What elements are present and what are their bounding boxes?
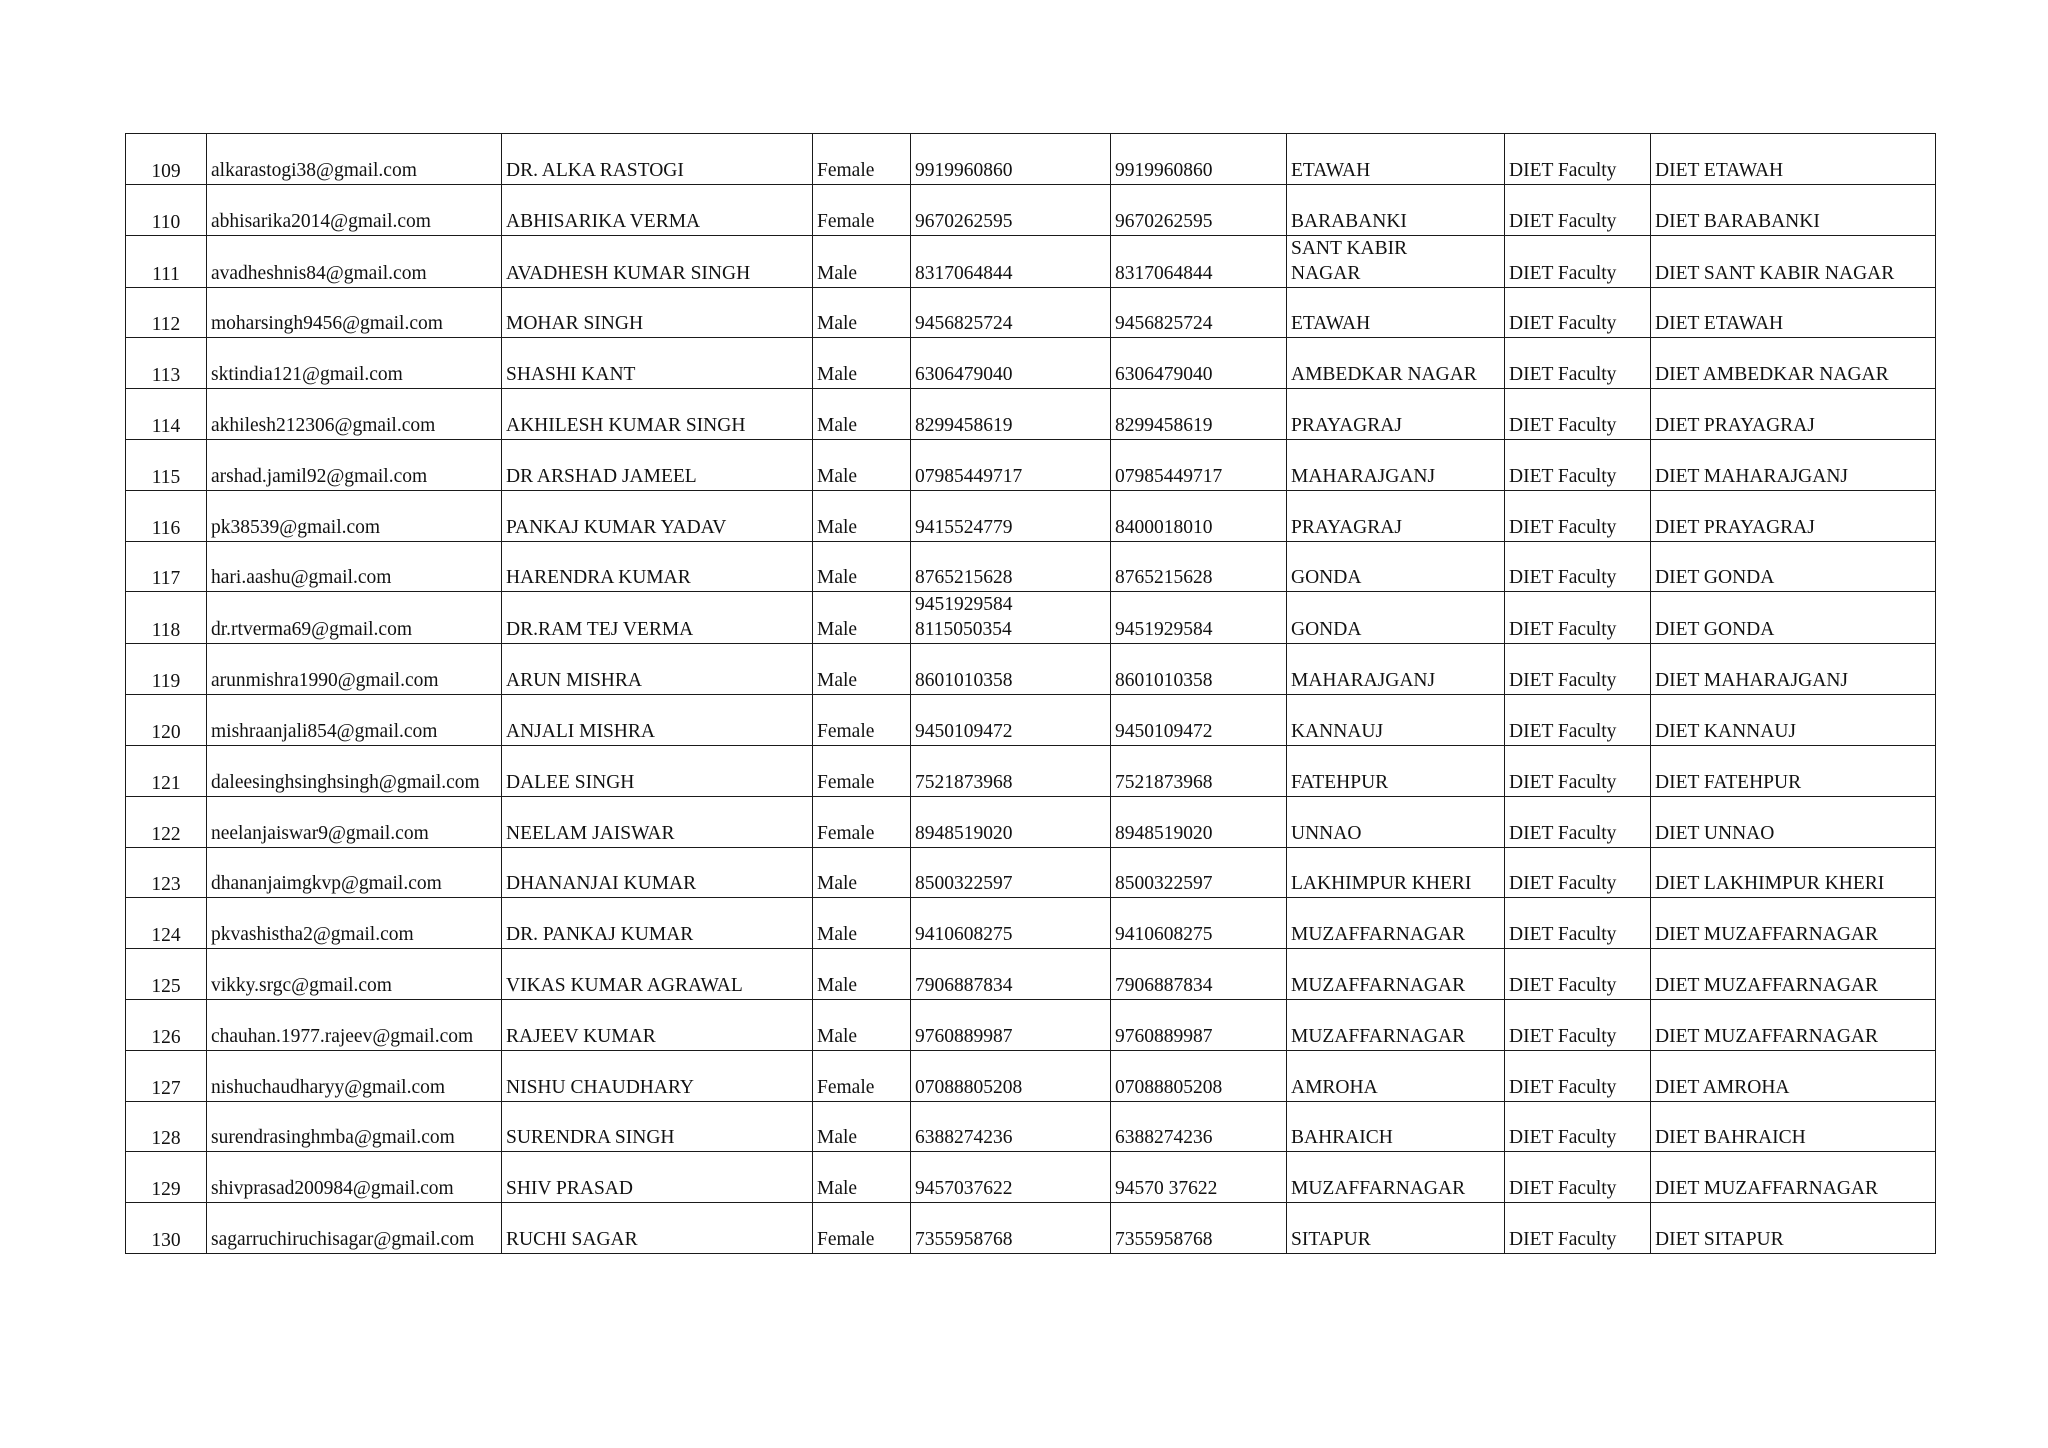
institute-cell: DIET GONDA	[1651, 541, 1936, 592]
name-cell: ABHISARIKA VERMA	[502, 184, 813, 235]
gender-cell: Male	[813, 1152, 911, 1203]
name-cell: DR. PANKAJ KUMAR	[502, 898, 813, 949]
table-row	[126, 1050, 1936, 1101]
alt-mobile-cell: 9450109472	[1111, 695, 1287, 746]
mobile-cell: 9457037622	[911, 1152, 1111, 1203]
email-cell: arshad.jamil92@gmail.com	[207, 439, 502, 490]
table-row	[126, 134, 1936, 185]
designation-cell: DIET Faculty	[1505, 235, 1651, 287]
institute-cell: DIET KANNAUJ	[1651, 695, 1936, 746]
district-cell: MUZAFFARNAGAR	[1287, 949, 1505, 1000]
serial-number-cell: 124	[126, 898, 207, 949]
serial-number-cell: 116	[126, 490, 207, 541]
mobile-cell: 6306479040	[911, 338, 1111, 389]
gender-cell: Male	[813, 847, 911, 898]
mobile-cell: 9670262595	[911, 184, 1111, 235]
serial-number-cell: 122	[126, 796, 207, 847]
alt-mobile-cell: 9456825724	[1111, 287, 1287, 338]
institute-cell: DIET SANT KABIR NAGAR	[1651, 235, 1936, 287]
district-cell: UNNAO	[1287, 796, 1505, 847]
email-cell: vikky.srgc@gmail.com	[207, 949, 502, 1000]
serial-number-cell: 119	[126, 644, 207, 695]
designation-cell: DIET Faculty	[1505, 1101, 1651, 1152]
table-row	[126, 338, 1936, 389]
alt-mobile-cell: 7521873968	[1111, 745, 1287, 796]
gender-cell: Female	[813, 1050, 911, 1101]
mobile-cell: 9410608275	[911, 898, 1111, 949]
table-body	[126, 134, 1936, 1254]
table-row	[126, 439, 1936, 490]
mobile-cell: 8500322597	[911, 847, 1111, 898]
email-cell: moharsingh9456@gmail.com	[207, 287, 502, 338]
name-cell: PANKAJ KUMAR YADAV	[502, 490, 813, 541]
designation-cell: DIET Faculty	[1505, 338, 1651, 389]
district-cell: BARABANKI	[1287, 184, 1505, 235]
district-cell: MUZAFFARNAGAR	[1287, 999, 1505, 1050]
alt-mobile-cell: 8400018010	[1111, 490, 1287, 541]
district-cell: MAHARAJGANJ	[1287, 644, 1505, 695]
alt-mobile-cell: 94570 37622	[1111, 1152, 1287, 1203]
mobile-cell: 9760889987	[911, 999, 1111, 1050]
alt-mobile-cell: 6306479040	[1111, 338, 1287, 389]
mobile-cell: 9415524779	[911, 490, 1111, 541]
participants-table	[125, 133, 1936, 1254]
institute-cell: DIET AMROHA	[1651, 1050, 1936, 1101]
alt-mobile-cell: 07088805208	[1111, 1050, 1287, 1101]
mobile-cell: 9919960860	[911, 134, 1111, 185]
institute-cell: DIET MUZAFFARNAGAR	[1651, 898, 1936, 949]
gender-cell: Male	[813, 338, 911, 389]
district-cell: PRAYAGRAJ	[1287, 490, 1505, 541]
alt-mobile-cell: 8948519020	[1111, 796, 1287, 847]
email-cell: abhisarika2014@gmail.com	[207, 184, 502, 235]
name-cell: SHIV PRASAD	[502, 1152, 813, 1203]
institute-cell: DIET LAKHIMPUR KHERI	[1651, 847, 1936, 898]
alt-mobile-cell: 7355958768	[1111, 1203, 1287, 1254]
name-cell: SHASHI KANT	[502, 338, 813, 389]
email-cell: neelanjaiswar9@gmail.com	[207, 796, 502, 847]
table-row	[126, 796, 1936, 847]
name-cell: DR.RAM TEJ VERMA	[502, 592, 813, 644]
name-cell: MOHAR SINGH	[502, 287, 813, 338]
serial-number-cell: 123	[126, 847, 207, 898]
name-cell: NISHU CHAUDHARY	[502, 1050, 813, 1101]
serial-number-cell: 115	[126, 439, 207, 490]
gender-cell: Female	[813, 184, 911, 235]
district-cell: MUZAFFARNAGAR	[1287, 898, 1505, 949]
mobile-cell-line: 8115050354	[915, 619, 1012, 641]
email-cell: chauhan.1977.rajeev@gmail.com	[207, 999, 502, 1050]
email-cell: sktindia121@gmail.com	[207, 338, 502, 389]
email-cell: pk38539@gmail.com	[207, 490, 502, 541]
designation-cell: DIET Faculty	[1505, 1152, 1651, 1203]
mobile-cell: 8948519020	[911, 796, 1111, 847]
name-cell: DR ARSHAD JAMEEL	[502, 439, 813, 490]
alt-mobile-cell: 9451929584	[1111, 592, 1287, 644]
serial-number-cell: 118	[126, 592, 207, 644]
gender-cell: Male	[813, 644, 911, 695]
email-cell: daleesinghsinghsingh@gmail.com	[207, 745, 502, 796]
designation-cell: DIET Faculty	[1505, 389, 1651, 440]
alt-mobile-cell: 8317064844	[1111, 235, 1287, 287]
alt-mobile-cell: 9760889987	[1111, 999, 1287, 1050]
table-row	[126, 745, 1936, 796]
alt-mobile-cell: 9410608275	[1111, 898, 1287, 949]
serial-number-cell: 112	[126, 287, 207, 338]
table-row	[126, 695, 1936, 746]
gender-cell: Male	[813, 490, 911, 541]
table-row	[126, 389, 1936, 440]
district-cell-line: SANT KABIR	[1291, 237, 1408, 259]
serial-number-cell: 127	[126, 1050, 207, 1101]
table-row	[126, 541, 1936, 592]
email-cell: arunmishra1990@gmail.com	[207, 644, 502, 695]
district-cell: AMROHA	[1287, 1050, 1505, 1101]
institute-cell: DIET PRAYAGRAJ	[1651, 490, 1936, 541]
district-cell: ETAWAH	[1287, 134, 1505, 185]
name-cell: HARENDRA KUMAR	[502, 541, 813, 592]
email-cell: avadheshnis84@gmail.com	[207, 235, 502, 287]
institute-cell: DIET ETAWAH	[1651, 287, 1936, 338]
alt-mobile-cell: 8500322597	[1111, 847, 1287, 898]
serial-number-cell: 117	[126, 541, 207, 592]
mobile-cell-line: 9451929584	[915, 594, 1013, 616]
name-cell: AKHILESH KUMAR SINGH	[502, 389, 813, 440]
mobile-cell: 07985449717	[911, 439, 1111, 490]
table-row	[126, 235, 1936, 287]
table-row	[126, 949, 1936, 1000]
email-cell: dr.rtverma69@gmail.com	[207, 592, 502, 644]
institute-cell: DIET MAHARAJGANJ	[1651, 644, 1936, 695]
district-cell: SITAPUR	[1287, 1203, 1505, 1254]
serial-number-cell: 121	[126, 745, 207, 796]
name-cell: DR. ALKA RASTOGI	[502, 134, 813, 185]
gender-cell: Male	[813, 999, 911, 1050]
mobile-cell: 8317064844	[911, 235, 1111, 287]
table-row	[126, 184, 1936, 235]
alt-mobile-cell: 8601010358	[1111, 644, 1287, 695]
table-row	[126, 287, 1936, 338]
mobile-cell: 6388274236	[911, 1101, 1111, 1152]
mobile-cell: 07088805208	[911, 1050, 1111, 1101]
table-row	[126, 999, 1936, 1050]
name-cell: ANJALI MISHRA	[502, 695, 813, 746]
serial-number-cell: 114	[126, 389, 207, 440]
designation-cell: DIET Faculty	[1505, 592, 1651, 644]
designation-cell: DIET Faculty	[1505, 745, 1651, 796]
serial-number-cell: 111	[126, 235, 207, 287]
serial-number-cell: 126	[126, 999, 207, 1050]
name-cell: ARUN MISHRA	[502, 644, 813, 695]
institute-cell: DIET UNNAO	[1651, 796, 1936, 847]
district-cell: GONDA	[1287, 541, 1505, 592]
serial-number-cell: 109	[126, 134, 207, 185]
institute-cell: DIET MAHARAJGANJ	[1651, 439, 1936, 490]
institute-cell: DIET BAHRAICH	[1651, 1101, 1936, 1152]
institute-cell: DIET ETAWAH	[1651, 134, 1936, 185]
district-cell: KANNAUJ	[1287, 695, 1505, 746]
gender-cell: Male	[813, 439, 911, 490]
email-cell: nishuchaudharyy@gmail.com	[207, 1050, 502, 1101]
mobile-cell: 9456825724	[911, 287, 1111, 338]
designation-cell: DIET Faculty	[1505, 134, 1651, 185]
mobile-cell: 8601010358	[911, 644, 1111, 695]
designation-cell: DIET Faculty	[1505, 644, 1651, 695]
designation-cell: DIET Faculty	[1505, 796, 1651, 847]
alt-mobile-cell: 8299458619	[1111, 389, 1287, 440]
name-cell: NEELAM JAISWAR	[502, 796, 813, 847]
table-row	[126, 1101, 1936, 1152]
gender-cell: Male	[813, 287, 911, 338]
district-cell-line: NAGAR	[1291, 262, 1361, 284]
alt-mobile-cell: 8765215628	[1111, 541, 1287, 592]
table-row	[126, 490, 1936, 541]
gender-cell: Female	[813, 695, 911, 746]
alt-mobile-cell: 9919960860	[1111, 134, 1287, 185]
gender-cell: Female	[813, 796, 911, 847]
serial-number-cell: 113	[126, 338, 207, 389]
alt-mobile-cell: 07985449717	[1111, 439, 1287, 490]
table-row	[126, 1203, 1936, 1254]
designation-cell: DIET Faculty	[1505, 184, 1651, 235]
institute-cell: DIET AMBEDKAR NAGAR	[1651, 338, 1936, 389]
designation-cell: DIET Faculty	[1505, 949, 1651, 1000]
gender-cell: Female	[813, 745, 911, 796]
mobile-cell: 7906887834	[911, 949, 1111, 1000]
designation-cell: DIET Faculty	[1505, 999, 1651, 1050]
email-cell: shivprasad200984@gmail.com	[207, 1152, 502, 1203]
designation-cell: DIET Faculty	[1505, 541, 1651, 592]
name-cell: RAJEEV KUMAR	[502, 999, 813, 1050]
district-cell: MUZAFFARNAGAR	[1287, 1152, 1505, 1203]
email-cell: hari.aashu@gmail.com	[207, 541, 502, 592]
mobile-cell: 7521873968	[911, 745, 1111, 796]
serial-number-cell: 130	[126, 1203, 207, 1254]
email-cell: sagarruchiruchisagar@gmail.com	[207, 1203, 502, 1254]
institute-cell: DIET MUZAFFARNAGAR	[1651, 1152, 1936, 1203]
serial-number-cell: 128	[126, 1101, 207, 1152]
designation-cell: DIET Faculty	[1505, 1050, 1651, 1101]
email-cell: pkvashistha2@gmail.com	[207, 898, 502, 949]
designation-cell: DIET Faculty	[1505, 490, 1651, 541]
email-cell: mishraanjali854@gmail.com	[207, 695, 502, 746]
district-cell: ETAWAH	[1287, 287, 1505, 338]
alt-mobile-cell: 6388274236	[1111, 1101, 1287, 1152]
email-cell: akhilesh212306@gmail.com	[207, 389, 502, 440]
gender-cell: Male	[813, 949, 911, 1000]
district-cell: MAHARAJGANJ	[1287, 439, 1505, 490]
gender-cell: Male	[813, 592, 911, 644]
district-cell: FATEHPUR	[1287, 745, 1505, 796]
alt-mobile-cell: 7906887834	[1111, 949, 1287, 1000]
district-cell: LAKHIMPUR KHERI	[1287, 847, 1505, 898]
district-cell	[1287, 235, 1505, 287]
gender-cell: Female	[813, 1203, 911, 1254]
district-cell: AMBEDKAR NAGAR	[1287, 338, 1505, 389]
table-row	[126, 1152, 1936, 1203]
designation-cell: DIET Faculty	[1505, 898, 1651, 949]
serial-number-cell: 120	[126, 695, 207, 746]
designation-cell: DIET Faculty	[1505, 695, 1651, 746]
mobile-cell: 8299458619	[911, 389, 1111, 440]
table-row	[126, 847, 1936, 898]
gender-cell: Male	[813, 1101, 911, 1152]
institute-cell: DIET MUZAFFARNAGAR	[1651, 949, 1936, 1000]
mobile-cell: 7355958768	[911, 1203, 1111, 1254]
gender-cell: Male	[813, 898, 911, 949]
gender-cell: Male	[813, 235, 911, 287]
designation-cell: DIET Faculty	[1505, 847, 1651, 898]
designation-cell: DIET Faculty	[1505, 1203, 1651, 1254]
serial-number-cell: 129	[126, 1152, 207, 1203]
email-cell: dhananjaimgkvp@gmail.com	[207, 847, 502, 898]
table-row	[126, 644, 1936, 695]
gender-cell: Male	[813, 541, 911, 592]
district-cell: BAHRAICH	[1287, 1101, 1505, 1152]
mobile-cell	[911, 592, 1111, 644]
gender-cell: Male	[813, 389, 911, 440]
name-cell: DHANANJAI KUMAR	[502, 847, 813, 898]
institute-cell: DIET PRAYAGRAJ	[1651, 389, 1936, 440]
institute-cell: DIET SITAPUR	[1651, 1203, 1936, 1254]
mobile-cell: 8765215628	[911, 541, 1111, 592]
serial-number-cell: 110	[126, 184, 207, 235]
institute-cell: DIET MUZAFFARNAGAR	[1651, 999, 1936, 1050]
table-row	[126, 592, 1936, 644]
designation-cell: DIET Faculty	[1505, 439, 1651, 490]
designation-cell: DIET Faculty	[1505, 287, 1651, 338]
district-cell: GONDA	[1287, 592, 1505, 644]
name-cell: SURENDRA SINGH	[502, 1101, 813, 1152]
district-cell: PRAYAGRAJ	[1287, 389, 1505, 440]
email-cell: alkarastogi38@gmail.com	[207, 134, 502, 185]
gender-cell: Female	[813, 134, 911, 185]
name-cell: DALEE SINGH	[502, 745, 813, 796]
mobile-cell: 9450109472	[911, 695, 1111, 746]
serial-number-cell: 125	[126, 949, 207, 1000]
name-cell: AVADHESH KUMAR SINGH	[502, 235, 813, 287]
institute-cell: DIET FATEHPUR	[1651, 745, 1936, 796]
institute-cell: DIET BARABANKI	[1651, 184, 1936, 235]
name-cell: RUCHI SAGAR	[502, 1203, 813, 1254]
email-cell: surendrasinghmba@gmail.com	[207, 1101, 502, 1152]
name-cell: VIKAS KUMAR AGRAWAL	[502, 949, 813, 1000]
alt-mobile-cell: 9670262595	[1111, 184, 1287, 235]
table-row	[126, 898, 1936, 949]
institute-cell: DIET GONDA	[1651, 592, 1936, 644]
